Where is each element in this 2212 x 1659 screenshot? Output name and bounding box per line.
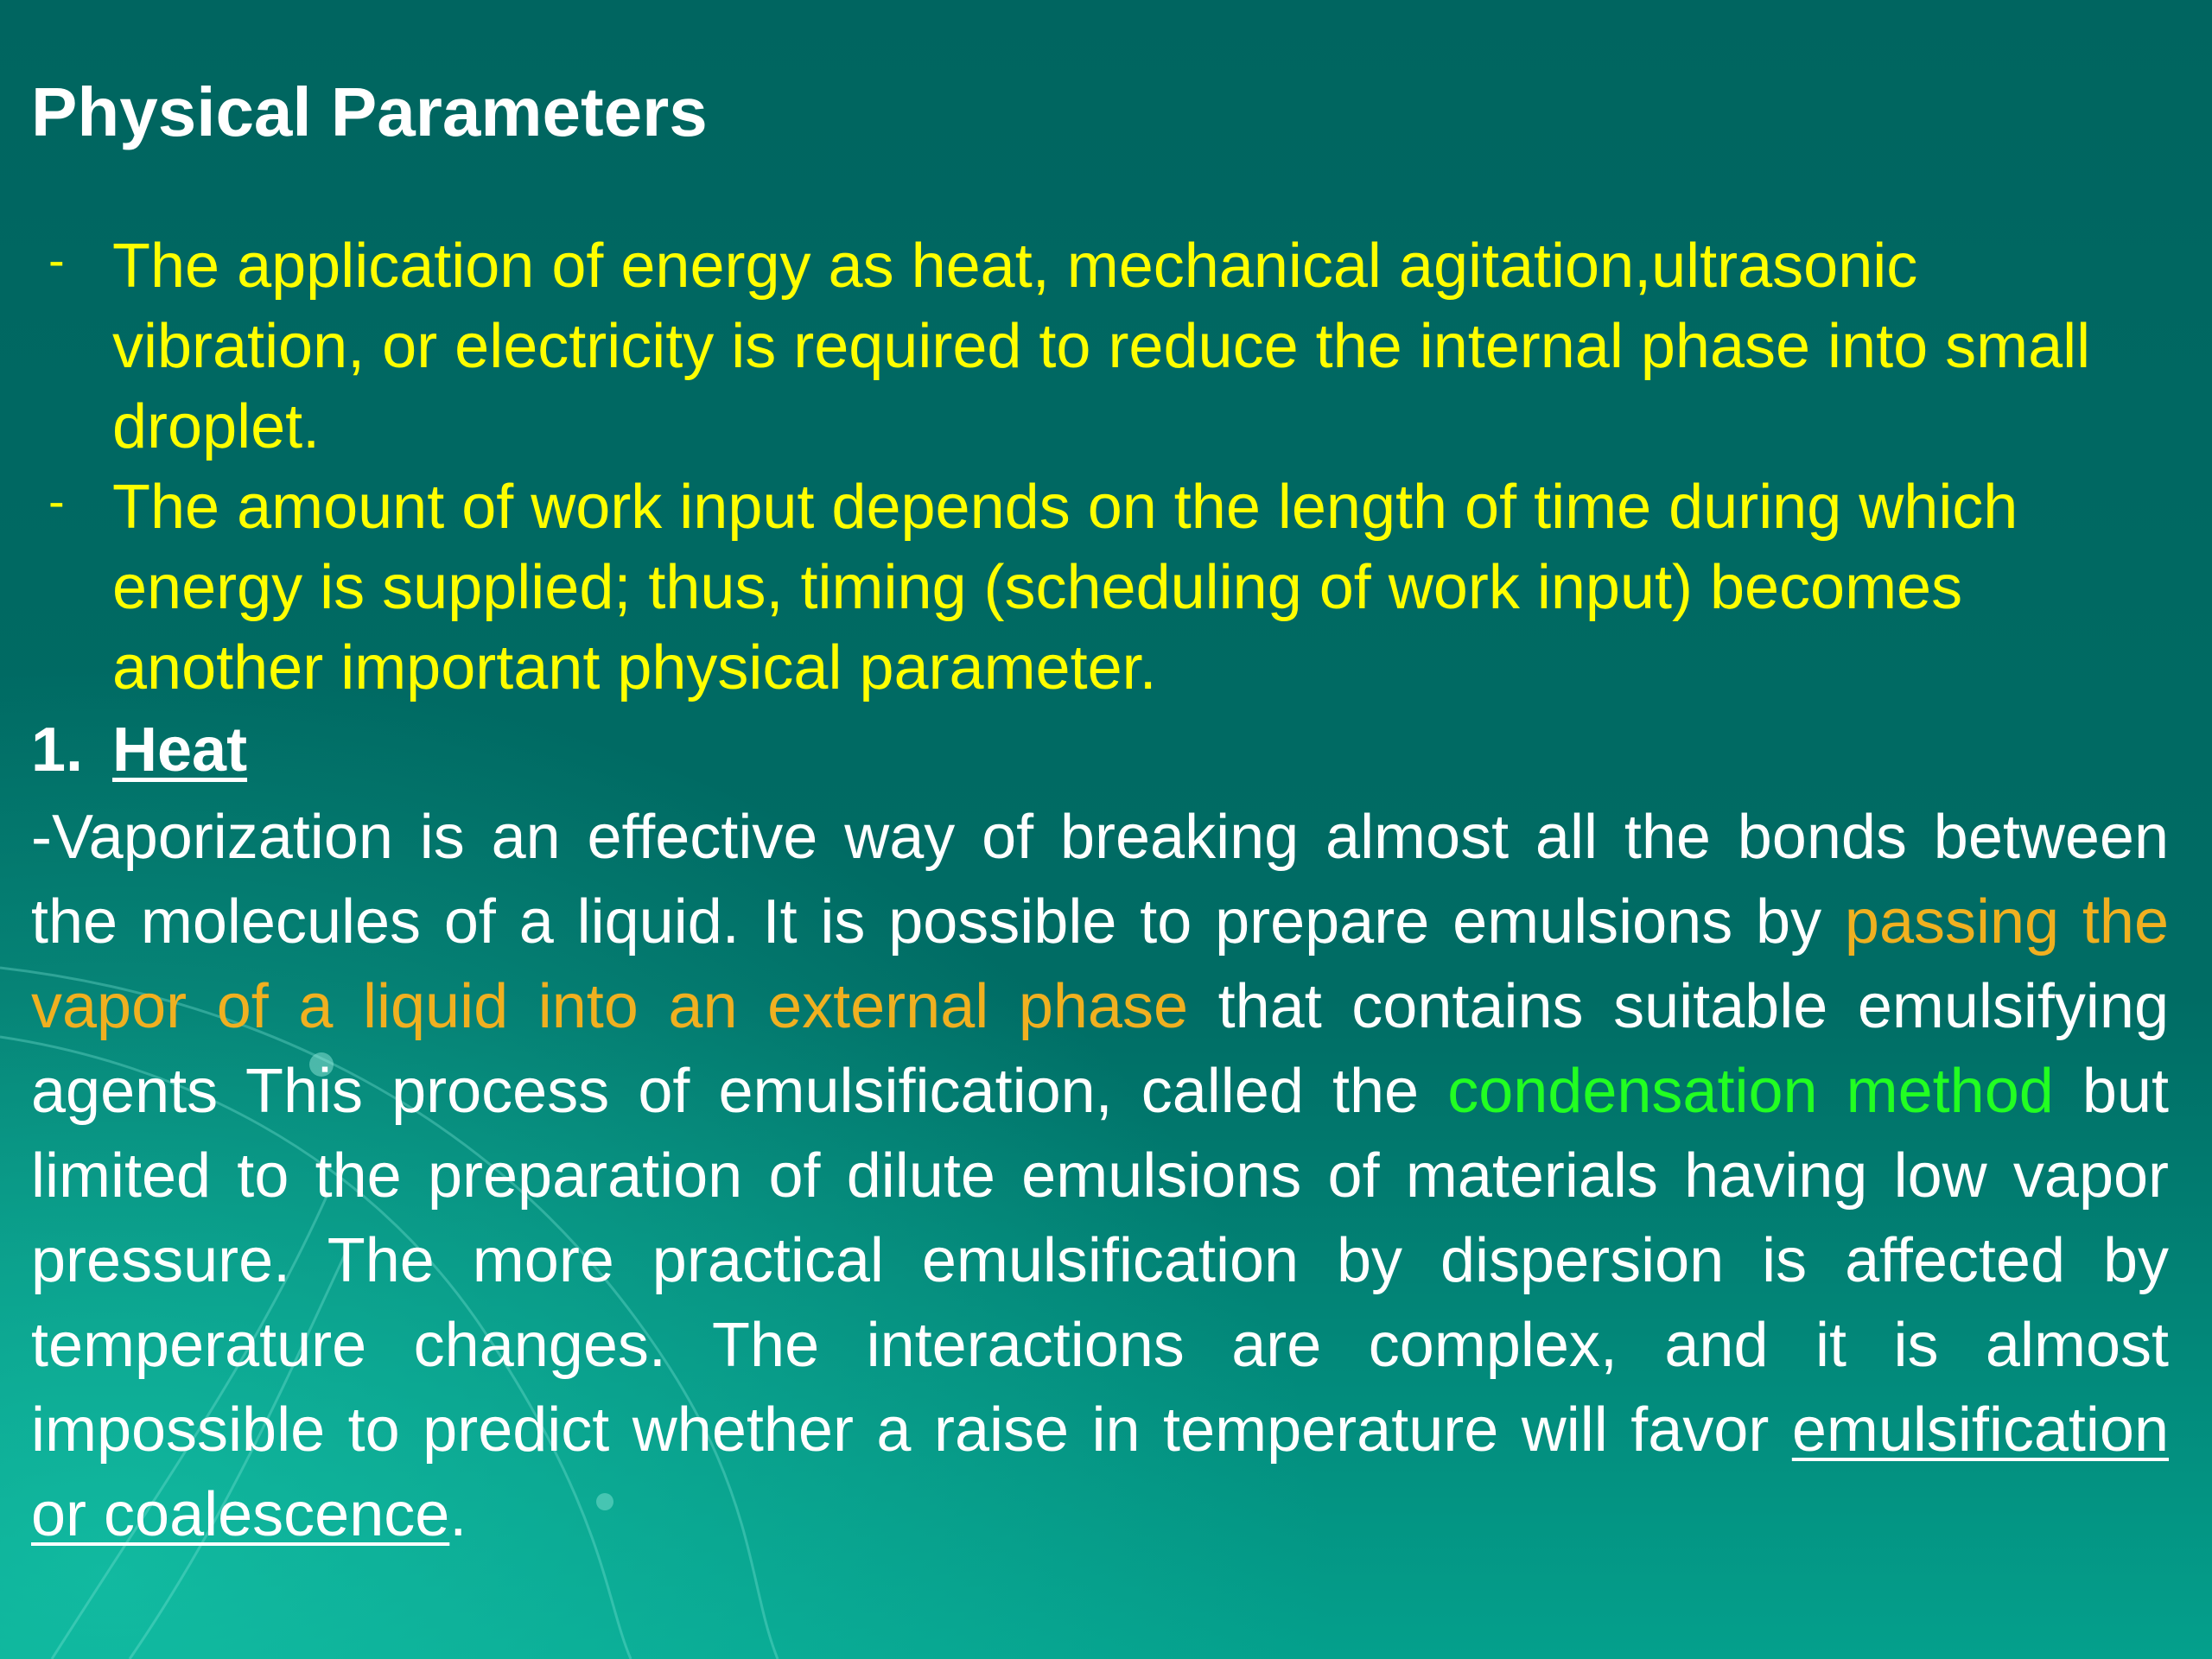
paragraph-text: -Vaporization is an effective way of breaking almost all the bonds between the molecules of a liquid. It is possible to prepare emulsions by: [31, 803, 2169, 957]
section-heading: [31, 710, 247, 790]
bullet-text: The application of energy as heat, mechanical agitation,ultrasonic vibration, or electricity is required to reduce the internal phase into small droplet.: [112, 232, 2091, 461]
bullet-item: [0, 467, 2134, 709]
paragraph-text: that contains suitable emulsifying agents This process of emulsification, called the: [31, 972, 2169, 1126]
bullet-marker: -: [48, 474, 65, 528]
section-title: Heat: [112, 715, 248, 785]
bullet-marker: -: [48, 232, 65, 287]
slide-title: Physical Parameters: [31, 73, 708, 150]
body-paragraph: [31, 795, 2169, 1557]
bullet-item: [0, 226, 2134, 467]
highlighted-term: condensation method: [1447, 1057, 2054, 1126]
paragraph-text: .: [449, 1480, 467, 1549]
bullet-list: [0, 226, 2134, 709]
underlined-phrase: emulsification or coalescence: [31, 1395, 2169, 1549]
section-number: 1.: [31, 715, 84, 785]
highlighted-phrase: passing the vapor of a liquid into an external phase: [31, 887, 2169, 1041]
paragraph-text: but limited to the preparation of dilute emulsions of materials having low vapor pressure. The more practical emulsification by dispersion is affected by temperature changes. The interactions are complex, and it is almost impossible to predict whether a raise in temperature will favor: [31, 1057, 2170, 1465]
bullet-text: The amount of work input depends on the length of time during which energy is supplied; thus, timing (scheduling of work input) becomes another important physical parameter.: [112, 473, 2018, 702]
